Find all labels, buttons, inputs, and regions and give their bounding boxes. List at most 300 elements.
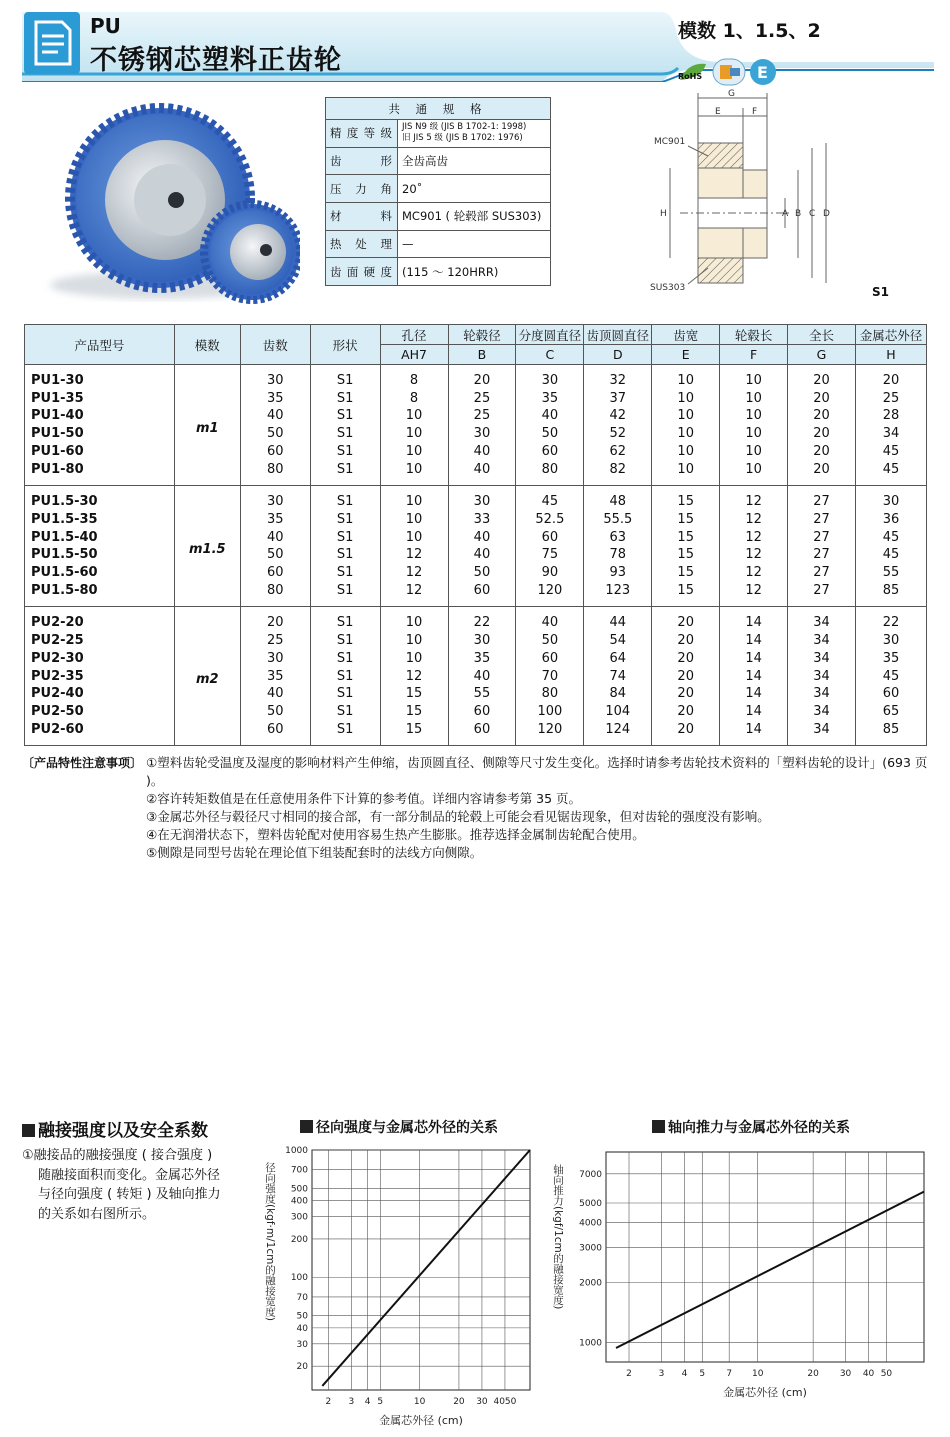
y-tick-label: 400 <box>290 1196 308 1207</box>
cell-teeth: 50 <box>240 425 310 443</box>
cell-core-dia-h: 30 <box>855 632 926 650</box>
page-header <box>0 0 950 100</box>
cell-teeth: 60 <box>240 443 310 461</box>
cell-shape: S1 <box>310 564 380 582</box>
spec-value: 20˚ <box>398 175 551 203</box>
cell-hub-dia-b: 55 <box>448 685 516 703</box>
part-number: PU1.5-35 <box>25 511 175 529</box>
cell-bore-a: 10 <box>380 632 448 650</box>
common-spec-table <box>325 97 551 286</box>
part-number: PU1.5-60 <box>25 564 175 582</box>
cell-hub-dia-b: 60 <box>448 703 516 721</box>
x-tick-label: 3 <box>658 1369 665 1379</box>
table-row <box>25 668 927 686</box>
cell-face-width-e: 15 <box>652 564 720 582</box>
cell-hub-length-f: 14 <box>720 650 788 668</box>
note-item: ①塑料齿轮受温度及湿度的影响材料产生伸缩，齿顶圆直径、侧隙等尺寸发生变化。选择时请参考齿轮技术资料的「塑料齿轮的设计」(693 页 )。 <box>146 755 928 788</box>
part-number: PU2-35 <box>25 668 175 686</box>
col-subheader-e: E <box>652 345 720 365</box>
cell-hub-dia-b: 60 <box>448 582 516 607</box>
cell-total-length-g: 20 <box>788 461 856 486</box>
cell-hub-dia-b: 20 <box>448 365 516 390</box>
cell-bore-a: 10 <box>380 486 448 511</box>
series-line <box>322 1150 530 1386</box>
cell-bore-a: 15 <box>380 703 448 721</box>
cell-hub-dia-b: 30 <box>448 486 516 511</box>
dim-label-g: G <box>728 89 735 99</box>
square-bullet-icon <box>300 1120 313 1133</box>
cell-hub-length-f: 10 <box>720 461 788 486</box>
component-badge-icon <box>712 58 746 86</box>
material-label-mc901: MC901 <box>654 137 686 147</box>
cell-hub-length-f: 14 <box>720 685 788 703</box>
cell-shape: S1 <box>310 685 380 703</box>
cell-face-width-e: 10 <box>652 425 720 443</box>
x-tick-label: 7 <box>726 1369 733 1379</box>
cell-total-length-g: 27 <box>788 511 856 529</box>
cell-teeth: 30 <box>240 650 310 668</box>
plot-frame <box>606 1152 924 1362</box>
cell-shape: S1 <box>310 461 380 486</box>
notes-list <box>146 754 932 862</box>
part-number: PU2-20 <box>25 607 175 632</box>
spec-value: — <box>398 230 551 258</box>
part-number: PU2-50 <box>25 703 175 721</box>
product-rows <box>25 365 927 746</box>
cell-total-length-g: 27 <box>788 564 856 582</box>
cell-total-length-g: 27 <box>788 486 856 511</box>
table-row <box>25 607 927 632</box>
part-number: PU2-30 <box>25 650 175 668</box>
product-photo <box>40 100 300 310</box>
cell-pitch-dia-c: 120 <box>516 582 584 607</box>
cell-core-dia-h: 25 <box>855 390 926 408</box>
cell-face-width-e: 20 <box>652 607 720 632</box>
x-tick-label: 4 <box>364 1397 371 1407</box>
cell-bore-a: 12 <box>380 582 448 607</box>
cell-core-dia-h: 35 <box>855 650 926 668</box>
col-header-teeth: 齿数 <box>240 325 310 365</box>
cell-shape: S1 <box>310 546 380 564</box>
cell-pitch-dia-c: 70 <box>516 668 584 686</box>
spec-key: 材 料 <box>326 203 398 231</box>
y-tick-label: 200 <box>290 1234 308 1245</box>
cell-pitch-dia-c: 35 <box>516 390 584 408</box>
col-header-total-length: 全长 <box>788 325 856 345</box>
spec-value: MC901 ( 轮毂部 SUS303) <box>398 203 551 231</box>
cell-bore-a: 15 <box>380 685 448 703</box>
x-tick-label: 30 <box>476 1397 488 1407</box>
bond-section-title <box>22 1116 208 1141</box>
y-tick-label: 70 <box>296 1292 308 1303</box>
table-row <box>25 703 927 721</box>
x-tick-label: 4 <box>681 1369 688 1379</box>
cell-core-dia-h: 34 <box>855 425 926 443</box>
y-tick-label: 700 <box>290 1165 308 1176</box>
cell-bore-a: 10 <box>380 511 448 529</box>
cell-teeth: 50 <box>240 703 310 721</box>
cell-core-dia-h: 45 <box>855 461 926 486</box>
col-header-face-width: 齿宽 <box>652 325 720 345</box>
cell-total-length-g: 20 <box>788 407 856 425</box>
part-number: PU2-25 <box>25 632 175 650</box>
spec-value: (115 ～ 120HRR) <box>398 258 551 286</box>
module-cell: m1.5 <box>174 486 240 607</box>
document-icon <box>24 12 80 74</box>
bond-text-line: 的关系如右图所示。 <box>38 1206 156 1222</box>
table-row <box>25 390 927 408</box>
cell-hub-length-f: 10 <box>720 365 788 390</box>
cell-pitch-dia-c: 30 <box>516 365 584 390</box>
cell-teeth: 25 <box>240 632 310 650</box>
svg-text:E: E <box>757 63 768 82</box>
x-tick-label: 5 <box>699 1369 706 1379</box>
product-dimension-table <box>24 324 927 746</box>
y-tick-label: 40 <box>296 1323 308 1334</box>
bond-text-line: ①融接品的融接强度 ( 接合强度 ) <box>22 1148 213 1163</box>
cell-shape: S1 <box>310 582 380 607</box>
bond-section-text <box>22 1146 242 1224</box>
spec-heading: 共 通 规 格 <box>326 98 551 120</box>
dim-label-h: H <box>660 209 667 219</box>
svg-text:RoHS: RoHS <box>678 72 703 81</box>
cell-face-width-e: 10 <box>652 390 720 408</box>
cell-teeth: 20 <box>240 607 310 632</box>
col-subheader-c: C <box>516 345 584 365</box>
spec-key: 热处理 <box>326 230 398 258</box>
cell-total-length-g: 20 <box>788 443 856 461</box>
spec-key: 压力角 <box>326 175 398 203</box>
cell-bore-a: 12 <box>380 564 448 582</box>
x-tick-label: 40 <box>862 1369 875 1379</box>
spec-value-line: JIS N9 级 (JIS B 1702-1: 1998) <box>402 122 527 133</box>
cell-bore-a: 8 <box>380 390 448 408</box>
cell-hub-dia-b: 30 <box>448 632 516 650</box>
cell-hub-dia-b: 35 <box>448 650 516 668</box>
cell-hub-length-f: 14 <box>720 721 788 746</box>
note-item: ⑤侧隙是同型号齿轮在理论值下组装配套时的法线方向侧隙。 <box>146 845 483 860</box>
module-cell: m2 <box>174 607 240 746</box>
y-tick-label: 3000 <box>579 1243 602 1254</box>
cell-face-width-e: 15 <box>652 582 720 607</box>
cell-outside-dia-d: 63 <box>584 529 652 547</box>
cell-core-dia-h: 85 <box>855 582 926 607</box>
cell-outside-dia-d: 37 <box>584 390 652 408</box>
table-row <box>25 650 927 668</box>
e-badge-icon <box>748 58 778 86</box>
cell-core-dia-h: 45 <box>855 668 926 686</box>
cell-shape: S1 <box>310 668 380 686</box>
cell-outside-dia-d: 78 <box>584 546 652 564</box>
dim-label-b: B <box>795 209 802 219</box>
y-tick-label: 500 <box>290 1184 308 1195</box>
part-number: PU1-50 <box>25 425 175 443</box>
note-item: ②容许转矩数值是在任意使用条件下计算的参考值。详细内容请参考第 35 页。 <box>146 791 582 806</box>
cell-outside-dia-d: 74 <box>584 668 652 686</box>
table-row <box>25 685 927 703</box>
cell-shape: S1 <box>310 511 380 529</box>
col-header-pitch-dia: 分度圆直径 <box>516 325 584 345</box>
part-number: PU1-40 <box>25 407 175 425</box>
cell-shape: S1 <box>310 703 380 721</box>
table-row <box>25 564 927 582</box>
y-tick-label: 4000 <box>579 1218 602 1229</box>
cell-hub-length-f: 12 <box>720 529 788 547</box>
cell-total-length-g: 20 <box>788 390 856 408</box>
y-tick-label: 50 <box>296 1311 308 1322</box>
bond-text-line: 与径向强度 ( 转矩 ) 及轴向推力 <box>38 1187 221 1202</box>
col-subheader-f: F <box>720 345 788 365</box>
axial-thrust-chart <box>550 1140 930 1400</box>
x-tick-label: 10 <box>751 1369 764 1379</box>
y-tick-label: 2000 <box>579 1278 602 1289</box>
cell-pitch-dia-c: 120 <box>516 721 584 746</box>
cell-teeth: 35 <box>240 390 310 408</box>
dim-label-f: F <box>752 107 758 117</box>
cell-bore-a: 10 <box>380 461 448 486</box>
cell-teeth: 60 <box>240 564 310 582</box>
col-subheader-g: G <box>788 345 856 365</box>
cell-hub-dia-b: 50 <box>448 564 516 582</box>
cell-outside-dia-d: 48 <box>584 486 652 511</box>
cell-shape: S1 <box>310 650 380 668</box>
x-tick-label: 5 <box>377 1397 384 1407</box>
cell-bore-a: 15 <box>380 721 448 746</box>
cell-core-dia-h: 45 <box>855 529 926 547</box>
cell-shape: S1 <box>310 529 380 547</box>
cell-core-dia-h: 55 <box>855 564 926 582</box>
spec-key: 齿面硬度 <box>326 258 398 286</box>
cell-hub-dia-b: 40 <box>448 668 516 686</box>
cell-pitch-dia-c: 75 <box>516 546 584 564</box>
cell-shape: S1 <box>310 632 380 650</box>
cell-teeth: 30 <box>240 486 310 511</box>
cell-outside-dia-d: 44 <box>584 607 652 632</box>
y-tick-label: 1000 <box>285 1146 308 1156</box>
cell-core-dia-h: 45 <box>855 546 926 564</box>
cell-core-dia-h: 85 <box>855 721 926 746</box>
bond-section-title-text: 融接强度以及安全系数 <box>38 1121 208 1141</box>
cell-outside-dia-d: 84 <box>584 685 652 703</box>
series-line <box>616 1192 924 1348</box>
note-item: ④在无润滑状态下，塑料齿轮配对使用容易生热产生膨胀。推荐选择金属制齿轮配合使用。 <box>146 827 645 842</box>
chart1-title-text: 径向强度与金属芯外径的关系 <box>316 1120 498 1136</box>
col-header-shape: 形状 <box>310 325 380 365</box>
cell-total-length-g: 20 <box>788 365 856 390</box>
spec-value <box>398 120 551 148</box>
cell-pitch-dia-c: 40 <box>516 407 584 425</box>
radial-strength-chart <box>250 1140 540 1430</box>
cell-outside-dia-d: 52 <box>584 425 652 443</box>
cell-face-width-e: 20 <box>652 703 720 721</box>
cell-pitch-dia-c: 60 <box>516 529 584 547</box>
cell-face-width-e: 20 <box>652 632 720 650</box>
x-axis-label: 金属芯外径 (cm) <box>723 1386 807 1399</box>
y-tick-label: 5000 <box>579 1198 602 1209</box>
cell-hub-dia-b: 25 <box>448 390 516 408</box>
part-number: PU1-80 <box>25 461 175 486</box>
cell-bore-a: 10 <box>380 607 448 632</box>
part-number: PU1-35 <box>25 390 175 408</box>
cell-outside-dia-d: 82 <box>584 461 652 486</box>
cell-teeth: 40 <box>240 407 310 425</box>
cell-total-length-g: 34 <box>788 703 856 721</box>
cell-bore-a: 10 <box>380 529 448 547</box>
col-header-hub-length: 轮毂长 <box>720 325 788 345</box>
spec-value-line: 旧 JIS 5 级 (JIS B 1702: 1976) <box>402 133 523 144</box>
cell-bore-a: 12 <box>380 546 448 564</box>
y-tick-label: 7000 <box>579 1169 602 1180</box>
chart1-title <box>300 1117 498 1137</box>
part-number: PU2-40 <box>25 685 175 703</box>
cell-hub-dia-b: 30 <box>448 425 516 443</box>
cell-core-dia-h: 28 <box>855 407 926 425</box>
cell-hub-length-f: 10 <box>720 390 788 408</box>
cell-face-width-e: 15 <box>652 529 720 547</box>
part-number: PU1.5-80 <box>25 582 175 607</box>
cell-total-length-g: 27 <box>788 546 856 564</box>
cell-hub-length-f: 12 <box>720 486 788 511</box>
dimension-drawing <box>640 88 900 308</box>
cell-bore-a: 10 <box>380 407 448 425</box>
module-range: 模数 1、1.5、2 <box>678 20 821 42</box>
cell-teeth: 80 <box>240 582 310 607</box>
cell-pitch-dia-c: 80 <box>516 685 584 703</box>
cell-face-width-e: 20 <box>652 685 720 703</box>
cell-hub-dia-b: 60 <box>448 721 516 746</box>
cell-core-dia-h: 20 <box>855 365 926 390</box>
cell-teeth: 60 <box>240 721 310 746</box>
cell-total-length-g: 20 <box>788 425 856 443</box>
part-number: PU1-30 <box>25 365 175 390</box>
cell-outside-dia-d: 62 <box>584 443 652 461</box>
cell-teeth: 35 <box>240 511 310 529</box>
cell-hub-dia-b: 40 <box>448 529 516 547</box>
x-tick-label: 30 <box>839 1369 852 1379</box>
cell-hub-dia-b: 40 <box>448 443 516 461</box>
x-tick-label: 10 <box>413 1397 426 1407</box>
table-row <box>25 461 927 486</box>
cell-face-width-e: 20 <box>652 668 720 686</box>
cell-hub-dia-b: 33 <box>448 511 516 529</box>
cell-teeth: 40 <box>240 685 310 703</box>
spec-value: 全齿高齿 <box>398 147 551 175</box>
cell-hub-dia-b: 40 <box>448 461 516 486</box>
cell-face-width-e: 15 <box>652 486 720 511</box>
col-header-core-dia: 金属芯外径 <box>855 325 926 345</box>
cell-total-length-g: 34 <box>788 650 856 668</box>
cell-pitch-dia-c: 45 <box>516 486 584 511</box>
cell-total-length-g: 27 <box>788 529 856 547</box>
cell-shape: S1 <box>310 443 380 461</box>
cell-shape: S1 <box>310 407 380 425</box>
table-row <box>25 365 927 390</box>
cell-pitch-dia-c: 100 <box>516 703 584 721</box>
table-row <box>25 582 927 607</box>
cell-shape: S1 <box>310 390 380 408</box>
cell-outside-dia-d: 54 <box>584 632 652 650</box>
dim-label-d: D <box>823 209 830 219</box>
cell-pitch-dia-c: 52.5 <box>516 511 584 529</box>
cell-hub-length-f: 14 <box>720 607 788 632</box>
cell-pitch-dia-c: 40 <box>516 607 584 632</box>
cell-pitch-dia-c: 80 <box>516 461 584 486</box>
cell-shape: S1 <box>310 721 380 746</box>
cell-hub-length-f: 10 <box>720 407 788 425</box>
cell-outside-dia-d: 32 <box>584 365 652 390</box>
cell-hub-length-f: 10 <box>720 443 788 461</box>
bond-text-line: 随融接面积而变化。金属芯外径 <box>38 1167 221 1183</box>
cell-total-length-g: 34 <box>788 607 856 632</box>
square-bullet-icon <box>22 1124 35 1137</box>
cell-bore-a: 8 <box>380 365 448 390</box>
notes-label: 〔产品特性注意事项〕 <box>22 756 143 770</box>
col-header-hub-dia: 轮毂径 <box>448 325 516 345</box>
cell-face-width-e: 10 <box>652 461 720 486</box>
x-axis-label: 金属芯外径 (cm) <box>379 1414 463 1427</box>
shape-code: S1 <box>872 285 889 299</box>
cell-face-width-e: 15 <box>652 511 720 529</box>
table-row <box>25 721 927 746</box>
y-tick-label: 100 <box>290 1273 308 1284</box>
rohs-badge-icon <box>676 58 710 86</box>
cell-shape: S1 <box>310 365 380 390</box>
cell-hub-length-f: 12 <box>720 582 788 607</box>
spec-key: 精度等级 <box>326 120 398 148</box>
cell-face-width-e: 15 <box>652 546 720 564</box>
table-row <box>25 511 927 529</box>
cell-pitch-dia-c: 60 <box>516 443 584 461</box>
cell-teeth: 80 <box>240 461 310 486</box>
cell-core-dia-h: 22 <box>855 607 926 632</box>
cell-core-dia-h: 45 <box>855 443 926 461</box>
table-row <box>25 425 927 443</box>
y-axis-label: 径向强度(kgf·m/1cm的融接宽度) <box>264 1162 276 1321</box>
cell-shape: S1 <box>310 425 380 443</box>
page-title: 不锈钢芯塑料正齿轮 <box>90 45 342 76</box>
cell-face-width-e: 10 <box>652 365 720 390</box>
table-row <box>25 546 927 564</box>
part-number: PU2-60 <box>25 721 175 746</box>
part-number: PU1-60 <box>25 443 175 461</box>
y-tick-label: 30 <box>296 1339 308 1350</box>
x-tick-label: 50 <box>880 1369 893 1379</box>
cell-face-width-e: 20 <box>652 721 720 746</box>
square-bullet-icon <box>652 1120 665 1133</box>
note-item: ③金属芯外径与毂径尺寸相同的接合部，有一部分制品的轮毂上可能会看见锯齿现象，但对齿轮的强度没有影响。 <box>146 809 770 824</box>
cell-outside-dia-d: 104 <box>584 703 652 721</box>
cell-core-dia-h: 60 <box>855 685 926 703</box>
cell-total-length-g: 34 <box>788 721 856 746</box>
cell-face-width-e: 20 <box>652 650 720 668</box>
cell-hub-dia-b: 25 <box>448 407 516 425</box>
col-subheader-b: B <box>448 345 516 365</box>
x-tick-label: 4050 <box>493 1397 517 1407</box>
cell-outside-dia-d: 42 <box>584 407 652 425</box>
cell-hub-length-f: 14 <box>720 703 788 721</box>
x-tick-label: 2 <box>626 1369 632 1379</box>
cell-bore-a: 10 <box>380 425 448 443</box>
cell-outside-dia-d: 124 <box>584 721 652 746</box>
cell-face-width-e: 10 <box>652 407 720 425</box>
y-tick-label: 300 <box>290 1212 308 1223</box>
cell-face-width-e: 10 <box>652 443 720 461</box>
col-subheader-h: H <box>855 345 926 365</box>
cell-shape: S1 <box>310 486 380 511</box>
cell-hub-dia-b: 22 <box>448 607 516 632</box>
col-header-outside-dia: 齿顶圆直径 <box>584 325 652 345</box>
cell-core-dia-h: 65 <box>855 703 926 721</box>
